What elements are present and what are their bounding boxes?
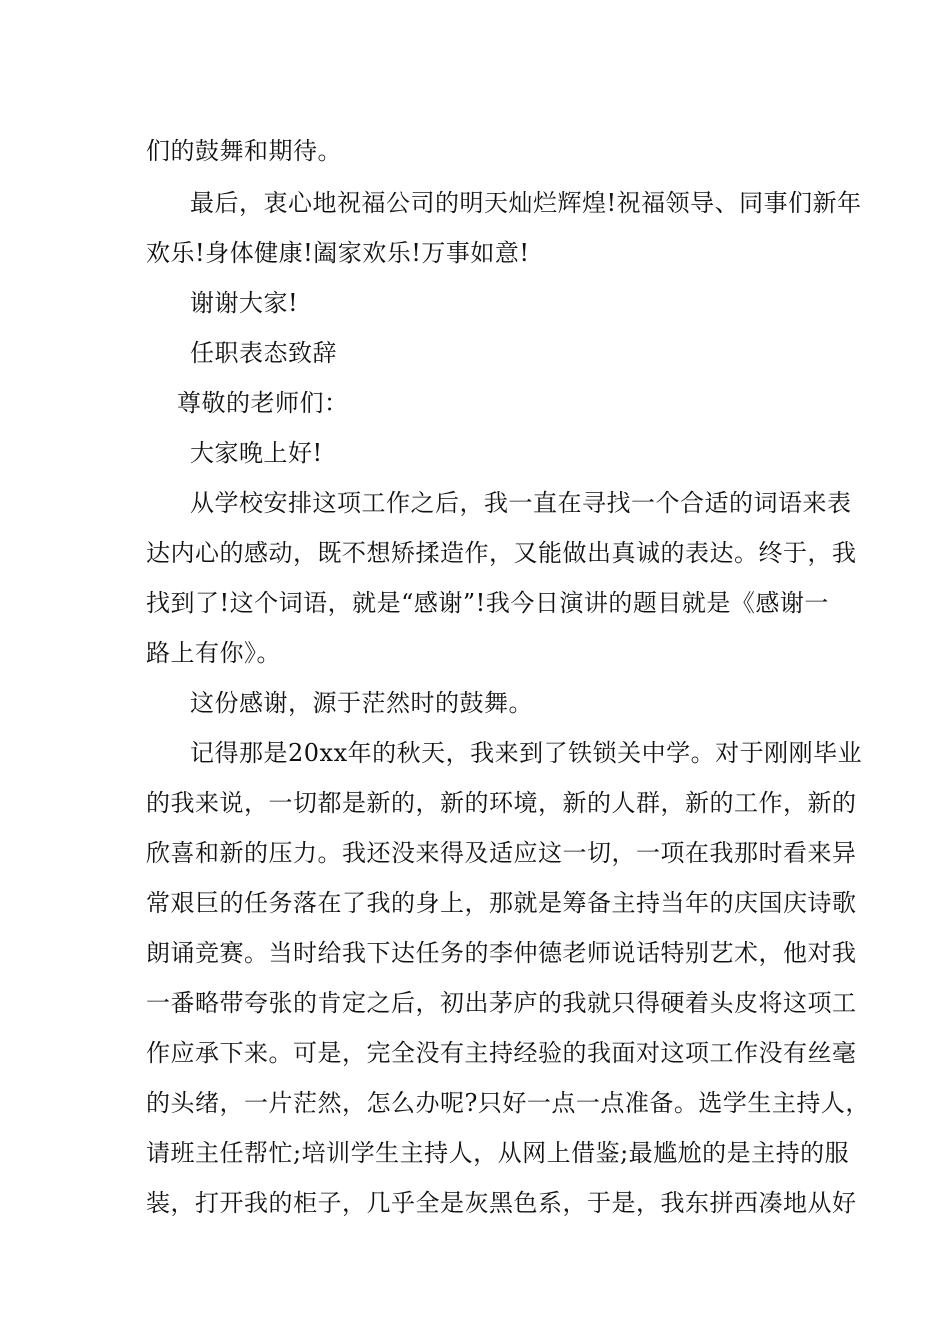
greeting: 大家晚上好! (190, 439, 323, 467)
salutation: 尊敬的老师们： (177, 389, 349, 417)
text-line: 路上有你》。 (146, 639, 281, 667)
text-line: 找到了!这个词语，就是“感谢”!我今日演讲的题目就是《感谢一 (146, 589, 829, 617)
text-line: 达内心的感动，既不想矫揉造作，又能做出真诚的表达。终于，我 (146, 539, 857, 567)
text-line: 谢谢大家! (190, 289, 299, 317)
text-line: 常艰巨的任务落在了我的身上，那就是筹备主持当年的庆国庆诗歌 (146, 889, 857, 917)
text-line: 一番略带夸张的肯定之后，初出茅庐的我就只得硬着头皮将这项工 (146, 989, 857, 1017)
text-line: 请班主任帮忙;培训学生主持人，从网上借鉴;最尴尬的是主持的服 (146, 1139, 850, 1167)
text-line: 的头绪，一片茫然，怎么办呢?只好一点一点准备。选学生主持人， (146, 1089, 870, 1117)
text-line: 们的鼓舞和期待。 (146, 137, 342, 165)
text-line: 欣喜和新的压力。我还没来得及适应这一切，一项在我那时看来异 (146, 839, 857, 867)
text-line: 从学校安排这项工作之后，我一直在寻找一个合适的词语来表 (190, 489, 852, 517)
text-line: 装，打开我的柜子，几乎全是灰黑色系，于是，我东拼西凑地从好 (146, 1189, 857, 1217)
text-line: 的我来说，一切都是新的，新的环境，新的人群，新的工作，新的 (146, 789, 857, 817)
text-line: 欢乐!身体健康!阖家欢乐!万事如意! (146, 239, 530, 267)
text-line: 这份感谢，源于茫然时的鼓舞。 (190, 689, 533, 717)
section-title: 任职表态致辞 (190, 339, 337, 367)
text-line: 朗诵竞赛。当时给我下达任务的李仲德老师说话特别艺术，他对我 (146, 939, 857, 967)
text-line: 作应承下来。可是，完全没有主持经验的我面对这项工作没有丝毫 (146, 1039, 857, 1067)
text-line: 最后，衷心地祝福公司的明天灿烂辉煌!祝福领导、同事们新年 (190, 189, 862, 217)
text-line: 记得那是20xx年的秋天，我来到了铁锁关中学。对于刚刚毕业 (190, 739, 863, 767)
